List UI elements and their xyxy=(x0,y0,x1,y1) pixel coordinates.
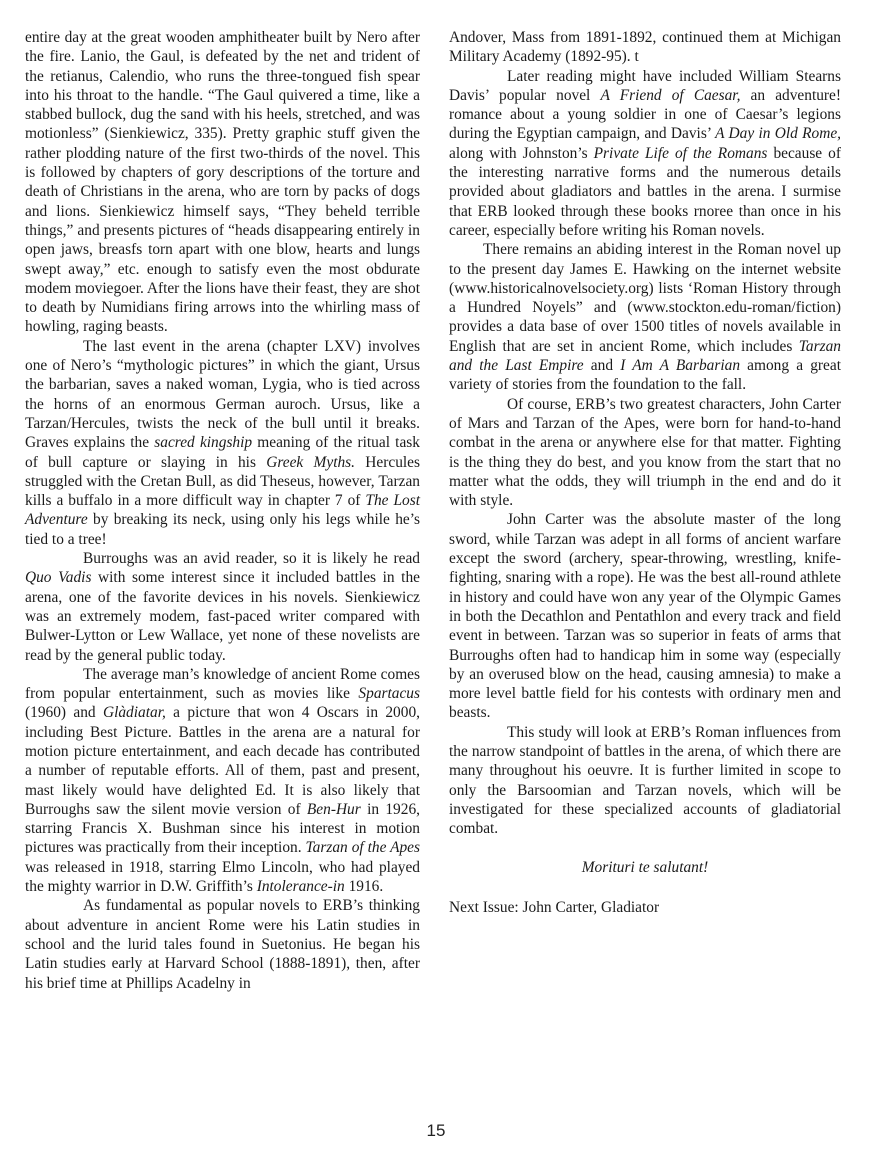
text-run: a picture that won 4 Oscars in 2000, including Best Picture. Battles in the arena are a natural for motion picture entertainment, and each decade has contributed a number of reputable efforts. All of them, past and present, mast likely would have delighted Ed. It is also likely that Burroughs saw the silent movie version of xyxy=(25,704,420,818)
paragraph xyxy=(449,28,841,67)
paragraph xyxy=(449,395,841,511)
book-title: A Day in Old Rome, xyxy=(715,125,841,143)
page-number: 15 xyxy=(426,1121,446,1140)
book-title: The Lost Adventure xyxy=(25,492,420,529)
text-run: an adventure! romance about a young soldier in one of Caesar’s legions during the Egyptian campaign, and Davis’ xyxy=(449,86,841,143)
text-run: (1960) and xyxy=(25,704,103,722)
text-run: in 1926, starring Francis X. Bushman since his interest in motion pictures was practically from their inception. xyxy=(25,800,420,857)
right-column xyxy=(449,28,841,917)
text-run: entire day at the great wooden amphitheater built by Nero after the fire. Lanio, the Gaul, is defeated by the net and trident of the retianus, Calendio, who runs the three-tongued fish spear into his throat to the handle. “The Gaul quivered a time, like a stabbed bullock, dug the sand with his heels, stretched, and was motionless” (Sienkiewicz, 335). Pretty graphic stuff given the rather plodding nature of the first two-thirds of the novel. This is followed by chapters of gory descriptions of the torture and death of Christians in the arena, who are torn by packs of dogs and lions. Sienkiewicz himself says, “They beheld terrible things,” and presents pictures of “heads disappearing entirely in open jaws, breasfs torn apart with one blow, hearts and lungs swept away,” etc. enough to satisfy even the most obdurate modem moviegoer. After the lions have their feast, they are shot to death by Numidians firing arrows into the whirling mass of howling, raging beasts. xyxy=(25,29,420,336)
paragraph xyxy=(449,240,841,394)
italic-term: sacred kingship xyxy=(154,434,253,452)
text-run: because of the interesting narrative forms and the numerous details provided about gladiators and battles in the arena. I surmise that ERB looked through these books rnoree than once in his career, especially before writing his Roman novels. xyxy=(449,144,841,239)
film-title: Tarzan of the Apes xyxy=(305,839,420,857)
paragraph xyxy=(449,67,841,241)
paragraph xyxy=(25,549,420,665)
text-run: John Carter was the absolute master of the long sword, while Tarzan was adept in all forms of ancient warfare except the sword (archery, spear-throwing, wrestling, knife-fighting, snaring with a rope). He was the best all-round athlete in history and could have won any year of the Olympic Games in both the Decathlon and Pentathlon and every track and field event in between. Tarzan was so superior in feats of arms that Burroughs often had to handicap him in some way (especially by an overused blow on the head, causing amnesia) to make a more level battle field for his contests with ordinary men and beasts. xyxy=(449,511,841,722)
left-column xyxy=(25,28,420,993)
text-run: among a great variety of stories from the foundation to the fall. xyxy=(449,357,841,394)
paragraph xyxy=(25,665,420,897)
next-issue-note: Next Issue: John Carter, Gladiator xyxy=(449,898,660,916)
text-run: Burroughs was an avid reader, so it is likely he read xyxy=(83,550,420,568)
film-title: Ben-Hur xyxy=(306,800,361,818)
paragraph xyxy=(449,723,841,839)
text-run: Of course, ERB’s two greatest characters, John Carter of Mars and Tarzan of the Apes, were born for hand-to-hand combat in the arena or anywhere else for that matter. Fighting is the thing they do best, and you know from the start that no matter what the odds, they will triumph in the end and do it with style. xyxy=(449,395,841,510)
book-title: Private Life of the Romans xyxy=(593,144,768,162)
book-title: A Friend of Caesar, xyxy=(600,86,741,104)
text-run: along with Johnston’s xyxy=(449,144,594,162)
book-title: Greek Myths. xyxy=(266,453,356,471)
text-run: As fundamental as popular novels to ERB’s thinking about adventure in ancient Rome were his Latin studies in school and the lurid tales found in Suetonius. He began his Latin studies early at Harvard School (1888-1891), then, after his brief time at Phillips Acadelny in xyxy=(25,897,420,992)
text-run: The average man’s knowledge of ancient Rome comes from popular entertainment, such as movies like xyxy=(25,665,420,703)
text-run: by breaking its neck, using only his legs while he’s tied to a tree! xyxy=(25,511,420,548)
text-run: was released in 1918, starring Elmo Lincoln, who had played the mighty warrior in D.W. Griffith’s xyxy=(25,858,420,896)
text-run: meaning of the ritual task of bull capture or slaying in his xyxy=(25,434,420,471)
closing-motto: Morituri te salutant! xyxy=(581,859,709,877)
paragraph xyxy=(449,510,841,722)
film-title: Spartacus xyxy=(358,685,420,703)
paragraph xyxy=(25,337,420,549)
film-title: Intolerance-in xyxy=(256,878,345,896)
text-run: and xyxy=(583,357,621,375)
paragraph xyxy=(25,896,420,992)
text-run: Hercules struggled with the Cretan Bull, as did Theseus, however, Tarzan kills a buffalo in a more difficult way in chapter 7 of xyxy=(25,453,420,510)
book-title: Tarzan and the Last Empire xyxy=(449,337,841,375)
text-run: There remains an abiding interest in the Roman novel up to the present day James E. Hawking on the internet website (www.historicalnovelsociety.org) lists ‘Roman History through a Hundred Noyels” and (www.stockton.edu-roman/fiction) provides a data base of over 1500 titles of novels available in English that are set in ancient Rome, which includes xyxy=(449,241,841,355)
book-title: I Am A Barbarian xyxy=(620,357,741,375)
film-title: Glàdiatar, xyxy=(102,704,166,722)
text-run: with some interest since it included battles in the arena, one of the favorite devices in his novels. Sienkiewicz was an extremely modem, fast-paced writer compared with Bulwer-Lytton or Lew Wallace, yet none of these novelists are read by the general public today. xyxy=(25,569,420,664)
book-title: Quo Vadis xyxy=(25,569,92,587)
text-run: The last event in the arena (chapter LXV) involves one of Nero’s “mythologic pictures” in which the giant, Ursus the barbarian, saves a naked woman, Lygia, who is tied across the horns of an enormous German auroch. Ursus, like a Tarzan/Hercules, twists the neck of the bull until it breaks. Graves explains the xyxy=(25,337,420,452)
text-run: Andover, Mass from 1891-1892, continued them at Michigan Military Academy (1892-95). t xyxy=(449,29,841,66)
paragraph xyxy=(25,28,420,337)
text-run: 1916. xyxy=(344,878,384,896)
text-run: This study will look at ERB’s Roman influences from the narrow standpoint of battles in the arena, of which there are many throughout his oeuvre. It is further limited in scope to only the Barsoomian and Tarzan novels, which will be investigated for these specialized accounts of gladiatorial combat. xyxy=(449,723,841,838)
text-run: Later reading might have included William Stearns Davis’ popular novel xyxy=(449,67,841,104)
